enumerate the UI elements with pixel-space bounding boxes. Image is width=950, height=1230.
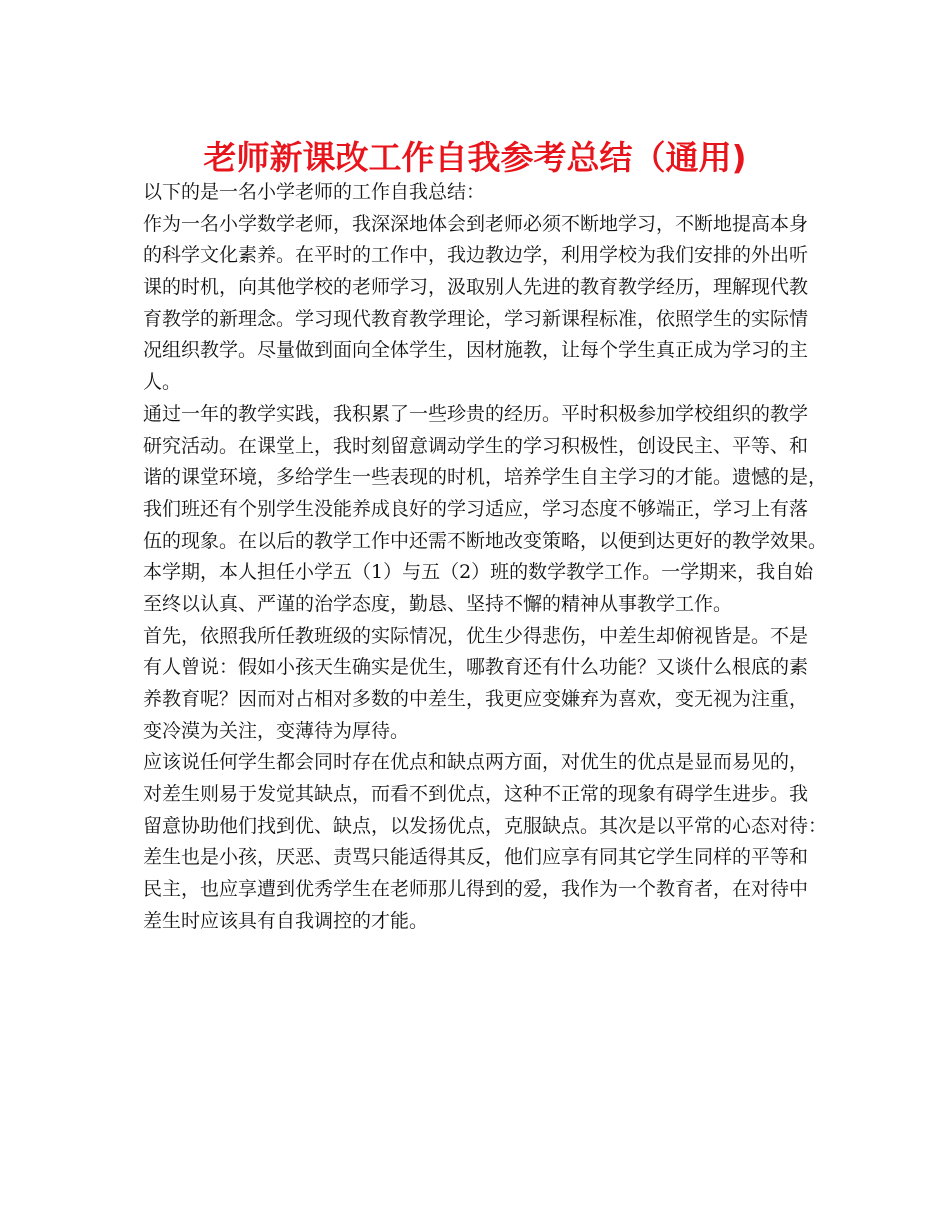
text-line: 况组织教学。尽量做到面向全体学生，因材施教，让每个学生真正成为学习的主 [143, 339, 809, 362]
text-line: 对差生则易于发觉其缺点，而看不到优点，这种不正常的现象有碍学生进步。我 [143, 783, 809, 806]
text-line: 的科学文化素养。在平时的工作中，我边教边学，利用学校为我们安排的外出听 [143, 244, 809, 267]
text-line: 研究活动。在课堂上，我时刻留意调动学生的学习积极性，创设民主、平等、和 [143, 434, 809, 457]
text-line: 变冷漠为关注，变薄待为厚待。 [143, 719, 410, 742]
text-line: 我们班还有个别学生没能养成良好的学习适应，学习态度不够端正，学习上有落 [143, 497, 809, 520]
text-line: 差生时应该具有自我调控的才能。 [143, 909, 429, 932]
document-title: 老师新课改工作自我参考总结（通用) [203, 138, 747, 177]
text-line: 课的时机，向其他学校的老师学习，汲取别人先进的教育教学经历，理解现代教 [143, 276, 809, 299]
text-line: 应该说任何学生都会同时存在优点和缺点两方面，对优生的优点是显而易见的， [143, 751, 809, 774]
text-line: 作为一名小学数学老师，我深深地体会到老师必须不断地学习，不断地提高本身 [143, 212, 809, 235]
text-line: 至终以认真、严谨的治学态度，勤恳、坚持不懈的精神从事教学工作。 [143, 592, 733, 615]
text-line: 以下的是一名小学老师的工作自我总结： [143, 181, 486, 203]
text-line: 差生也是小孩，厌恶、责骂只能适得其反，他们应享有同其它学生同样的平等和 [143, 846, 809, 869]
text-line: 养教育呢？因而对占相对多数的中差生，我更应变嫌弃为喜欢，变无视为注重， [143, 688, 809, 710]
text-line: 人。 [143, 371, 182, 394]
text-line: 首先，依照我所任教班级的实际情况，优生少得悲伤，中差生却俯视皆是。不是 [143, 624, 809, 647]
text-line: 育教学的新理念。学习现代教育教学理论，学习新课程标准，依照学生的实际情 [143, 307, 809, 330]
text-line: 谐的课堂环境，多给学生一些表现的时机，培养学生自主学习的才能。遗憾的是， [143, 466, 828, 489]
document-body [143, 177, 828, 938]
text-line: 民主，也应享遭到优秀学生在老师那儿得到的爱，我作为一个教育者，在对待中 [143, 878, 809, 901]
text-line: 通过一年的教学实践，我积累了一些珍贵的经历。平时积极参加学校组织的教学 [143, 402, 809, 425]
text-line: 本学期，本人担任小学五（1）与五（2）班的数学教学工作。一学期来，我自始 [143, 561, 814, 584]
text-line: 有人曾说：假如小孩天生确实是优生，哪教育还有什么功能？又谈什么根底的素 [143, 656, 809, 679]
text-line: 留意协助他们找到优、缺点，以发扬优点，克服缺点。其次是以平常的心态对待： [143, 814, 828, 837]
text-line: 伍的现象。在以后的教学工作中还需不断地改变策略，以便到达更好的教学效果。 [143, 529, 828, 552]
